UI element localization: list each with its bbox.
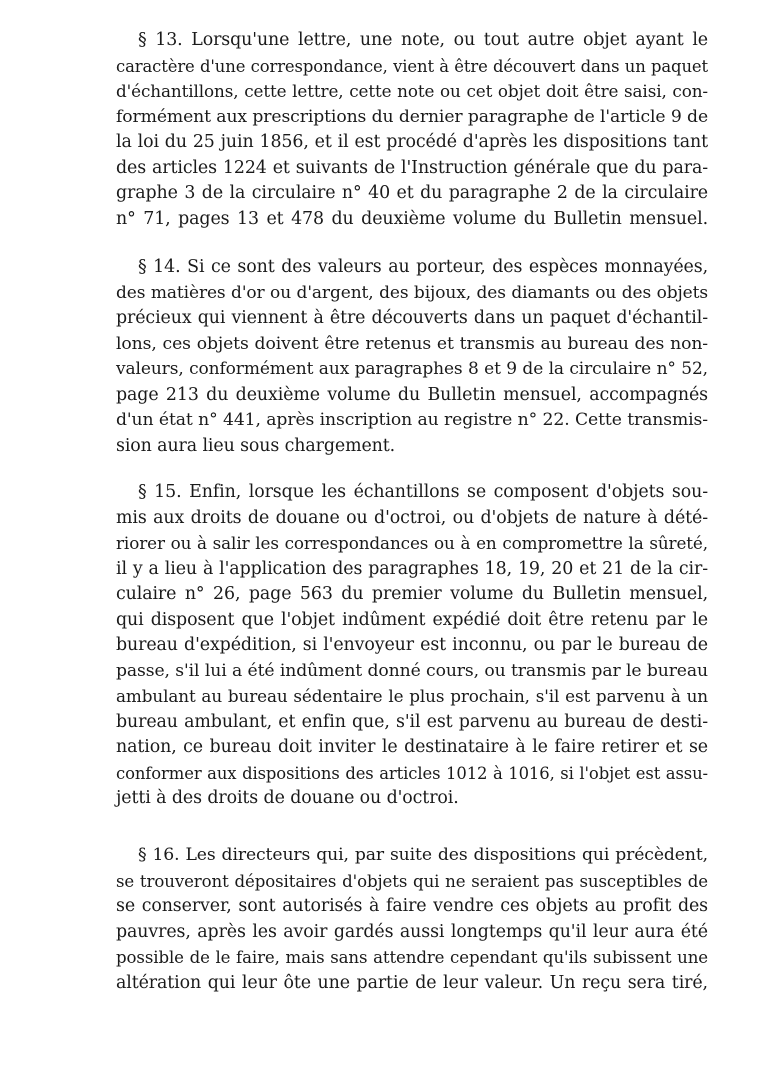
paragraph-line: § 15. Enfin, lorsque les échantillons se composent d'objets sou- [138,482,708,502]
paragraph-line: lons, ces objets doivent être retenus et transmis au bureau des non- [116,333,708,354]
paragraph-line: la loi du 25 juin 1856, et il est procédé d'après les dispositions tant [116,132,708,152]
paragraph-line: valeurs, conformément aux paragraphes 8 et 9 de la circulaire n° 52, [116,359,708,379]
paragraph-line: jetti à des droits de douane ou d'octroi. [116,788,459,808]
paragraph-line: mis aux droits de douane ou d'octroi, ou d'objets de nature à dété- [116,507,708,528]
paragraph-line: § 13. Lorsqu'une lettre, une note, ou tout autre objet ayant le [138,30,708,50]
paragraph-line: il y a lieu à l'application des paragraphes 18, 19, 20 et 21 de la cir- [116,558,708,579]
paragraph-line: possible de le faire, mais sans attendre cependant qu'ils subissent une [116,948,708,967]
paragraph-section-14 [116,255,708,459]
paragraph-line: n° 71, pages 13 et 478 du deuxième volume du Bulletin mensuel. [116,208,708,229]
paragraph-line: nation, ce bureau doit inviter le destinataire à le faire retirer et se [116,737,708,757]
paragraph-line: ambulant au bureau sédentaire le plus prochain, s'il est parvenu à un [116,686,708,706]
paragraph-section-13 [116,28,708,232]
paragraph-line: d'échantillons, cette lettre, cette note ou cet objet doit être saisi, con- [116,81,708,101]
paragraph-line: qui disposent que l'objet indûment expédié doit être retenu par le [116,609,708,630]
paragraph-line: riorer ou à salir les correspondances ou à en compromettre la sûreté, [116,533,708,553]
paragraph-line: se trouveront dépositaires d'objets qui ne seraient pas susceptibles de [116,871,708,891]
paragraph-section-16 [116,843,708,996]
paragraph-line: d'un état n° 441, après inscription au registre n° 22. Cette transmis- [116,410,708,430]
paragraph-line: page 213 du deuxième volume du Bulletin mensuel, accompagnés [116,384,708,405]
paragraph-line: conformer aux dispositions des articles 1012 à 1016, si l'objet est assu- [116,763,708,783]
paragraph-line: § 16. Les directeurs qui, par suite des dispositions qui précèdent, [138,845,708,865]
paragraph-line: culaire n° 26, page 563 du premier volume du Bulletin mensuel, [116,584,708,604]
paragraph-line: précieux qui viennent à être découverts dans un paquet d'échantil- [116,308,708,328]
paragraph-line: des articles 1224 et suivants de l'Instruction générale que du para- [116,157,708,178]
paragraph-line: bureau d'expédition, si l'envoyeur est inconnu, ou par le bureau de [116,635,708,655]
paragraph-line: passe, s'il lui a été indûment donné cours, ou transmis par le bureau [116,660,708,681]
paragraph-line: graphe 3 de la circulaire n° 40 et du paragraphe 2 de la circulaire [116,183,708,203]
paragraph-section-15 [116,480,708,812]
paragraph-line: pauvres, après les avoir gardés aussi longtemps qu'il leur aura été [116,921,708,942]
paragraph-line: caractère d'une correspondance, vient à être découvert dans un paquet [116,56,708,76]
paragraph-line: formément aux prescriptions du dernier paragraphe de l'article 9 de [116,106,709,127]
paragraph-line: sion aura lieu sous chargement. [116,435,396,456]
paragraph-line: altération qui leur ôte une partie de leur valeur. Un reçu sera tiré, [116,972,708,993]
paragraph-line: bureau ambulant, et enfin que, s'il est parvenu au bureau de desti- [116,711,708,732]
paragraph-line: des matières d'or ou d'argent, des bijoux, des diamants ou des objets [116,282,708,303]
paragraph-line: se conserver, sont autorisés à faire vendre ces objets au profit des [116,896,708,916]
paragraph-line: § 14. Si ce sont des valeurs au porteur, des espèces monnayées, [138,257,708,277]
